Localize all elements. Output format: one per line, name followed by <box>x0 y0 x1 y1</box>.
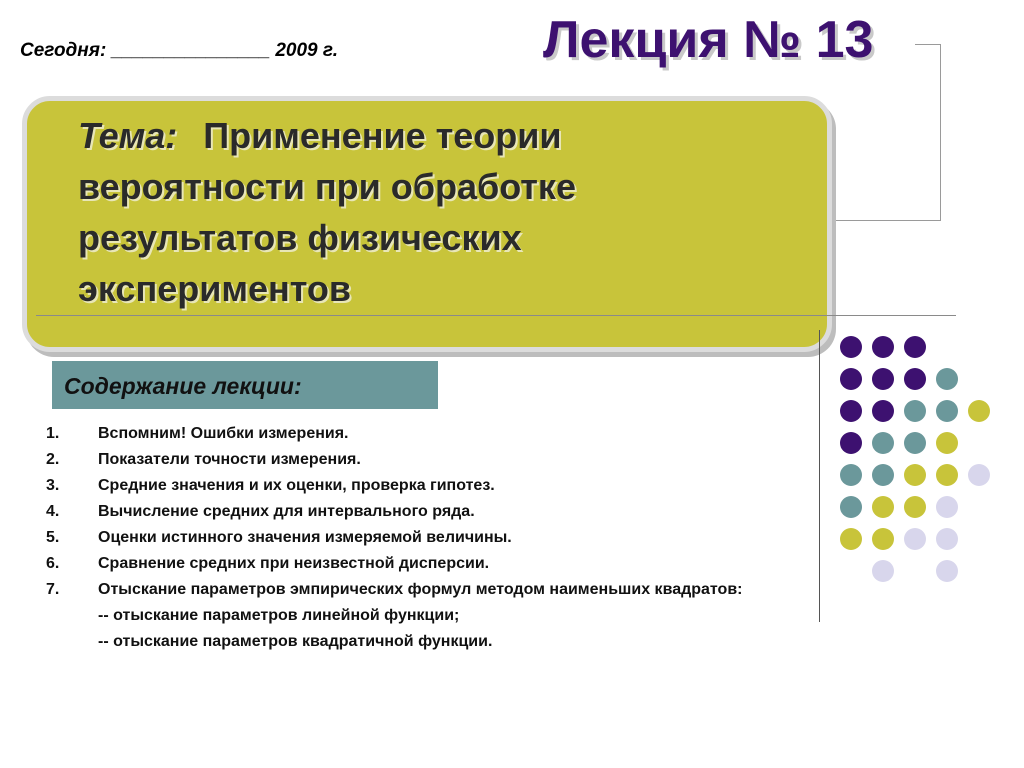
decorative-dot <box>872 336 894 358</box>
vertical-divider <box>819 330 820 622</box>
topic-title-line: вероятности при обработке <box>78 166 576 207</box>
decorative-dot <box>904 528 926 550</box>
topic-title-line: экспериментов <box>78 268 352 309</box>
decorative-dot <box>968 400 990 422</box>
decorative-dot <box>872 560 894 582</box>
decorative-dot <box>936 368 958 390</box>
topic-heading <box>78 110 818 314</box>
decorative-dot <box>936 400 958 422</box>
decorative-dot <box>936 560 958 582</box>
contents-heading-box <box>52 361 438 409</box>
decorative-dot <box>904 464 926 486</box>
list-subitem-text: -- отыскание параметров линейной функции; <box>98 607 460 624</box>
decorative-dot <box>904 496 926 518</box>
decorative-dot <box>936 464 958 486</box>
list-item-number: 4. <box>46 503 60 520</box>
decorative-dot <box>904 368 926 390</box>
list-item-text: Показатели точности измерения. <box>98 451 361 468</box>
lecture-title: Лекция № 13 <box>543 11 874 69</box>
decorative-dot <box>904 336 926 358</box>
decorative-dot <box>872 464 894 486</box>
decorative-dot <box>936 496 958 518</box>
decorative-dot <box>904 400 926 422</box>
decorative-dot <box>872 528 894 550</box>
frame-line-bottom <box>830 220 941 221</box>
decorative-dot <box>840 336 862 358</box>
date-line: Сегодня: _______________ 2009 г. <box>20 40 339 61</box>
decorative-dot <box>936 528 958 550</box>
list-item-number: 1. <box>46 425 60 442</box>
decorative-dot <box>936 432 958 454</box>
decorative-dot <box>872 400 894 422</box>
decorative-dot <box>904 432 926 454</box>
list-item-number: 6. <box>46 555 60 572</box>
decorative-dot <box>840 496 862 518</box>
decorative-dot <box>840 368 862 390</box>
list-item-number: 2. <box>46 451 60 468</box>
list-item-text: Сравнение средних при неизвестной дисперсии. <box>98 555 490 572</box>
list-item-number: 3. <box>46 477 60 494</box>
list-item-text: Вычисление средних для интервального ряда. <box>98 503 475 520</box>
decorative-dot <box>872 368 894 390</box>
list-item-text: Вспомним! Ошибки измерения. <box>98 425 349 442</box>
decorative-dot <box>968 464 990 486</box>
topic-title-line: результатов физических <box>78 217 522 258</box>
decorative-dot <box>840 528 862 550</box>
topic-label: Тема: <box>78 115 178 156</box>
list-item-text: Средние значения и их оценки, проверка гипотез. <box>98 477 495 494</box>
topic-title-line: Применение теории <box>203 115 562 156</box>
list-item-text: Оценки истинного значения измеряемой величины. <box>98 529 512 546</box>
frame-line-right <box>940 44 941 221</box>
contents-heading: Содержание лекции: <box>64 373 302 399</box>
decorative-dot <box>872 496 894 518</box>
decorative-dot <box>840 432 862 454</box>
list-item-number: 7. <box>46 581 60 598</box>
list-item-text: Отыскание параметров эмпирических формул методом наименьших квадратов: <box>98 581 743 598</box>
list-item-number: 5. <box>46 529 60 546</box>
list-subitem-text: -- отыскание параметров квадратичной функции. <box>98 633 493 650</box>
topic-line-1 <box>78 110 818 161</box>
frame-line-top <box>915 44 941 45</box>
decorative-dot <box>840 464 862 486</box>
decorative-dot <box>872 432 894 454</box>
decorative-dot <box>840 400 862 422</box>
divider-line <box>36 315 956 316</box>
